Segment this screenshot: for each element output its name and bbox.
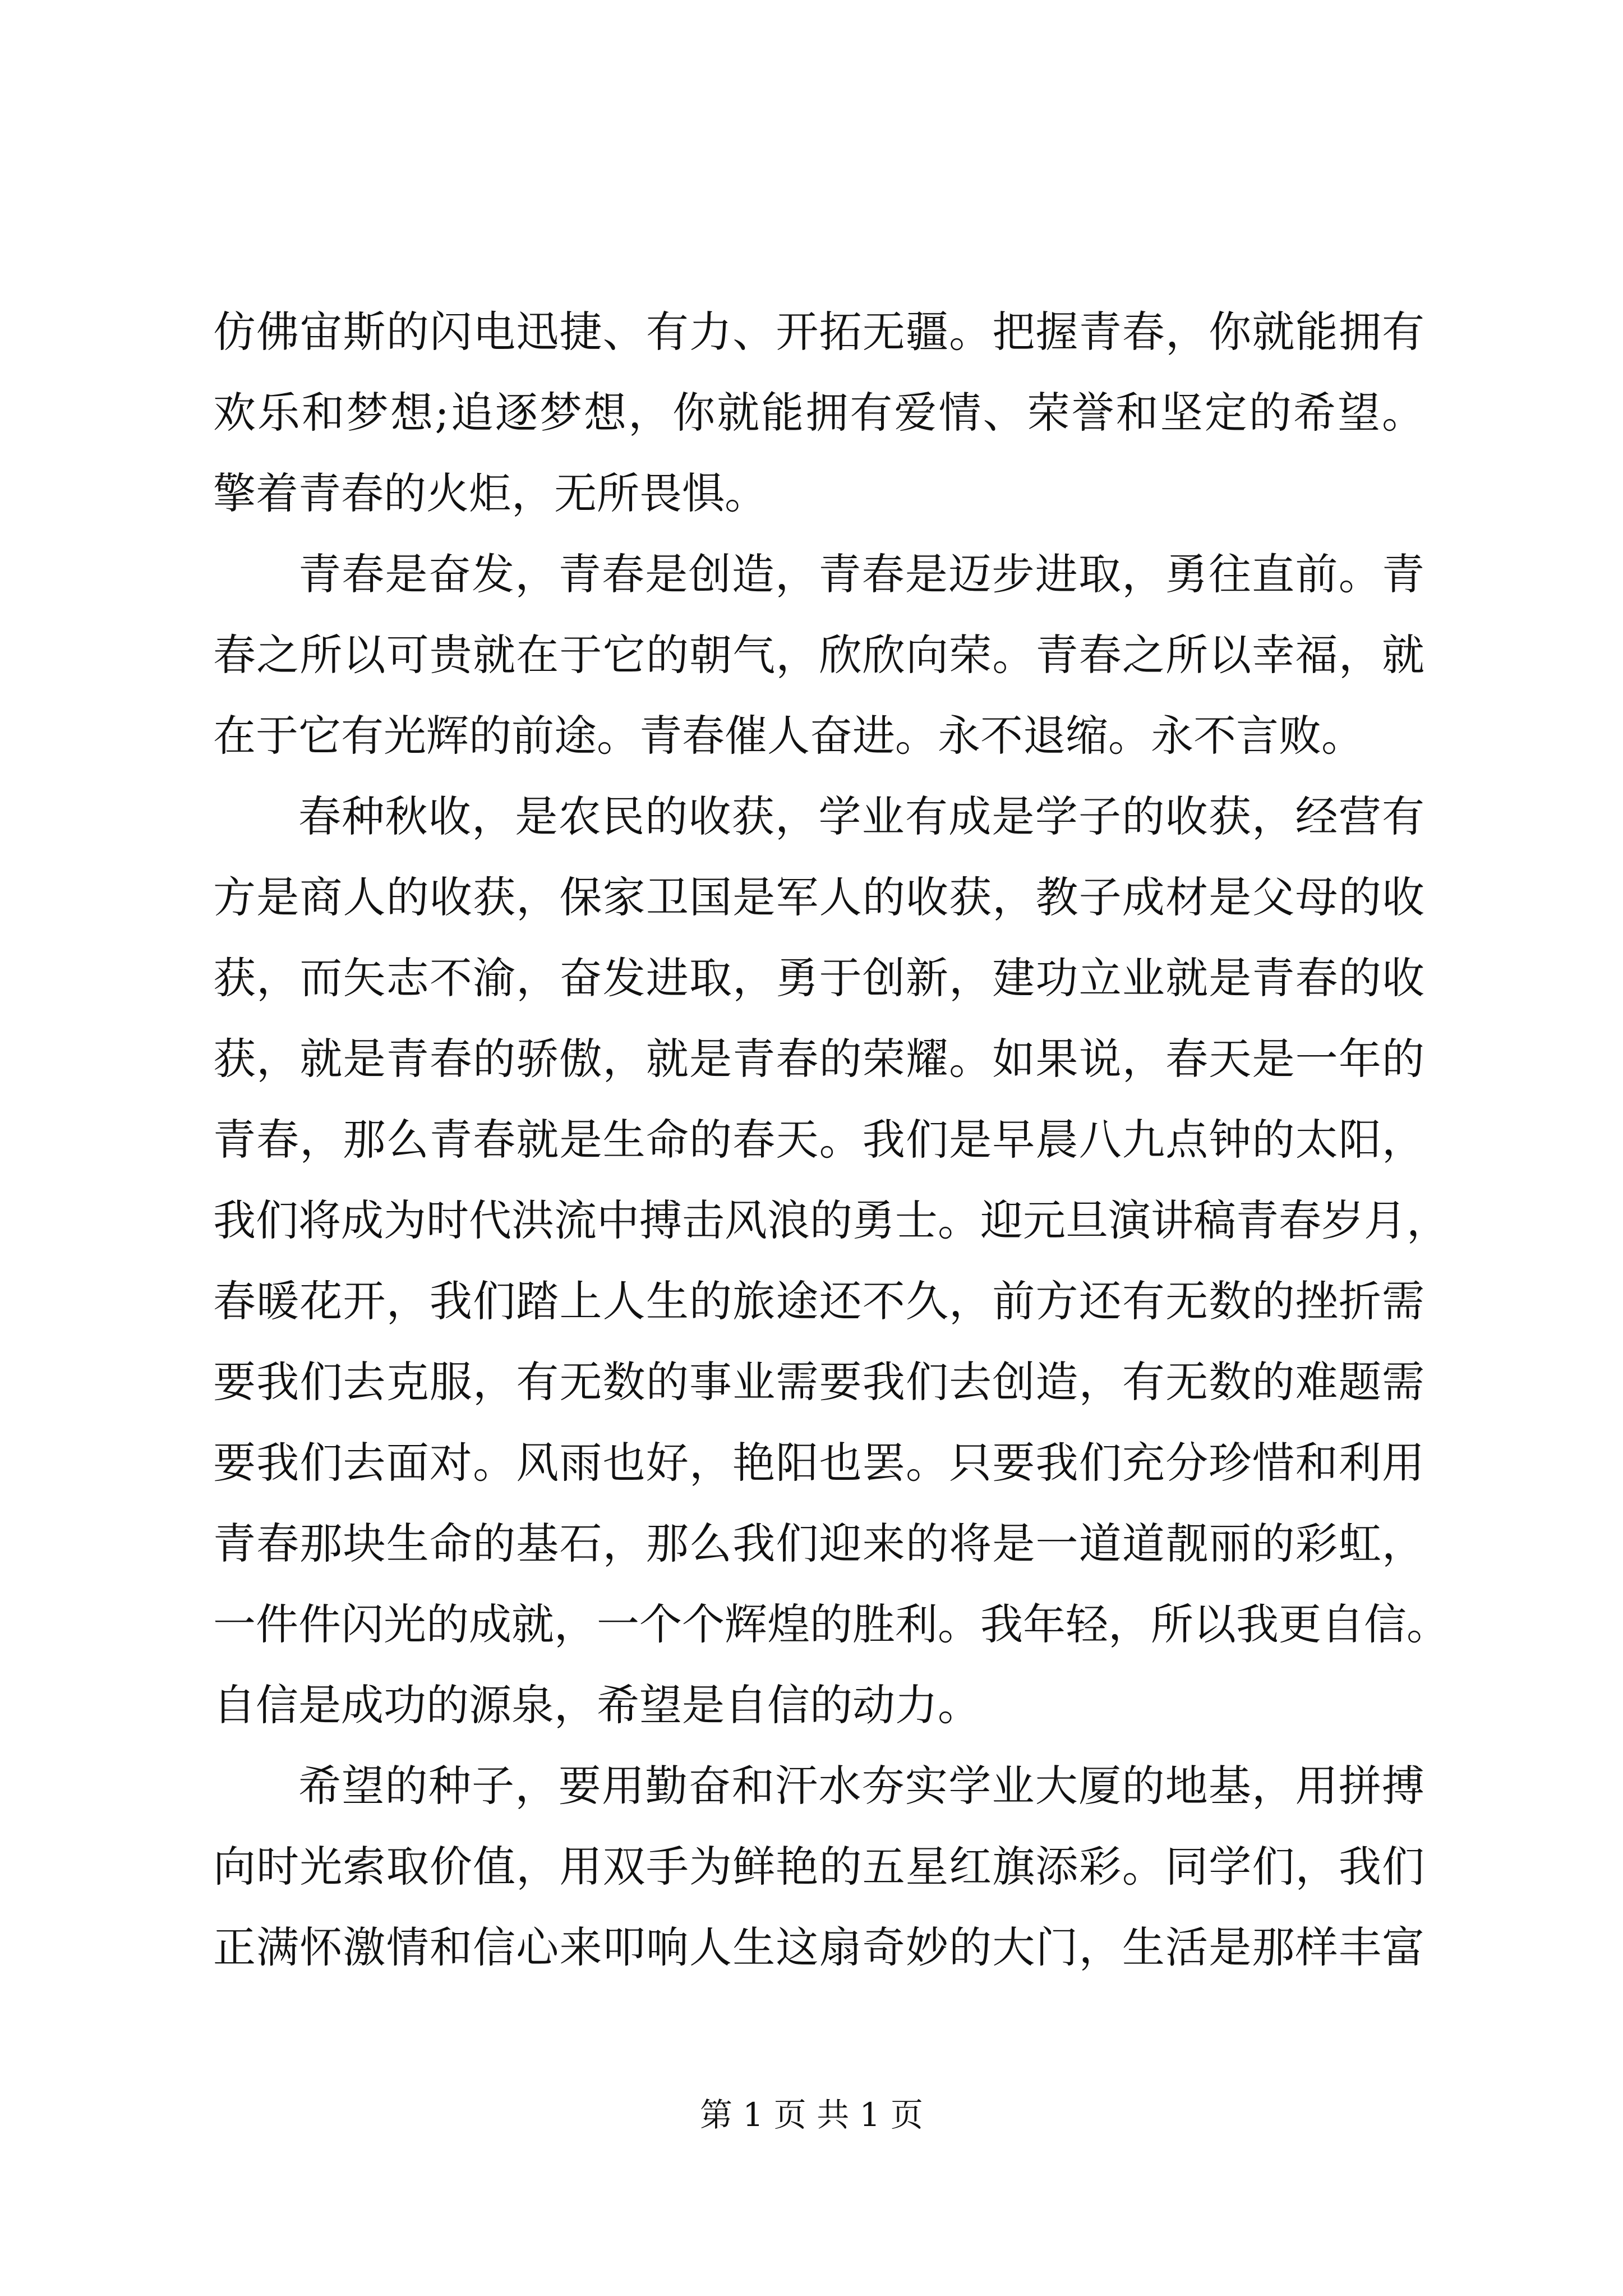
text-line: 青春，那么青春就是生命的春天。我们是早晨八九点钟的太阳， xyxy=(213,1115,1424,1165)
paragraph-start-line: 春种秋收，是农民的收获，学业有成是学子的收获，经营有 xyxy=(298,792,1424,841)
paragraph-start-line: 青春是奋发，青春是创造，青春是迈步进取，勇往直前。青 xyxy=(298,549,1424,599)
text-line: 获，就是青春的骄傲，就是青春的荣耀。如果说，春天是一年的 xyxy=(213,1034,1424,1084)
text-line: 一件件闪光的成就，一个个辉煌的胜利。我年轻，所以我更自信。 xyxy=(213,1599,1449,1649)
text-line: 方是商人的收获，保家卫国是军人的收获，教子成材是父母的收 xyxy=(213,872,1424,922)
text-line: 在于它有光辉的前途。青春催人奋进。永不退缩。永不言败。 xyxy=(213,711,1364,761)
body-text xyxy=(213,292,1449,1988)
text-line: 青春那块生命的基石，那么我们迎来的将是一道道靓丽的彩虹， xyxy=(213,1519,1424,1568)
text-line: 春暖花开，我们踏上人生的旅途还不久，前方还有无数的挫折需 xyxy=(213,1276,1424,1326)
text-line: 获，而矢志不渝，奋发进取，勇于创新，建功立业就是青春的收 xyxy=(213,953,1424,1003)
text-line: 向时光索取价值，用双手为鲜艳的五星红旗添彩。同学们，我们 xyxy=(213,1842,1424,1892)
text-line: 要我们去面对。风雨也好，艳阳也罢。只要我们充分珍惜和利用 xyxy=(213,1438,1424,1488)
text-line: 自信是成功的源泉，希望是自信的动力。 xyxy=(213,1680,980,1730)
page-number-label: 第 1 页 共 1 页 xyxy=(700,2096,923,2134)
text-line: 正满怀激情和信心来叩响人生这扇奇妙的大门，生活是那样丰富 xyxy=(213,1922,1424,1972)
text-line: 我们将成为时代洪流中搏击风浪的勇士。迎元旦演讲稿青春岁月， xyxy=(213,1195,1449,1245)
text-line: 春之所以可贵就在于它的朝气，欣欣向荣。青春之所以幸福，就 xyxy=(213,630,1424,680)
text-line: 欢乐和梦想;追逐梦想，你就能拥有爱情、荣誉和坚定的希望。 xyxy=(213,388,1424,438)
text-line: 擎着青春的火炬，无所畏惧。 xyxy=(213,468,767,518)
page-footer xyxy=(0,2092,1623,2137)
text-line: 要我们去克服，有无数的事业需要我们去创造，有无数的难题需 xyxy=(213,1357,1424,1407)
paragraph-start-line: 希望的种子，要用勤奋和汗水夯实学业大厦的地基，用拼搏 xyxy=(298,1761,1424,1811)
text-line: 仿佛宙斯的闪电迅捷、有力、开拓无疆。把握青春，你就能拥有 xyxy=(213,307,1424,357)
